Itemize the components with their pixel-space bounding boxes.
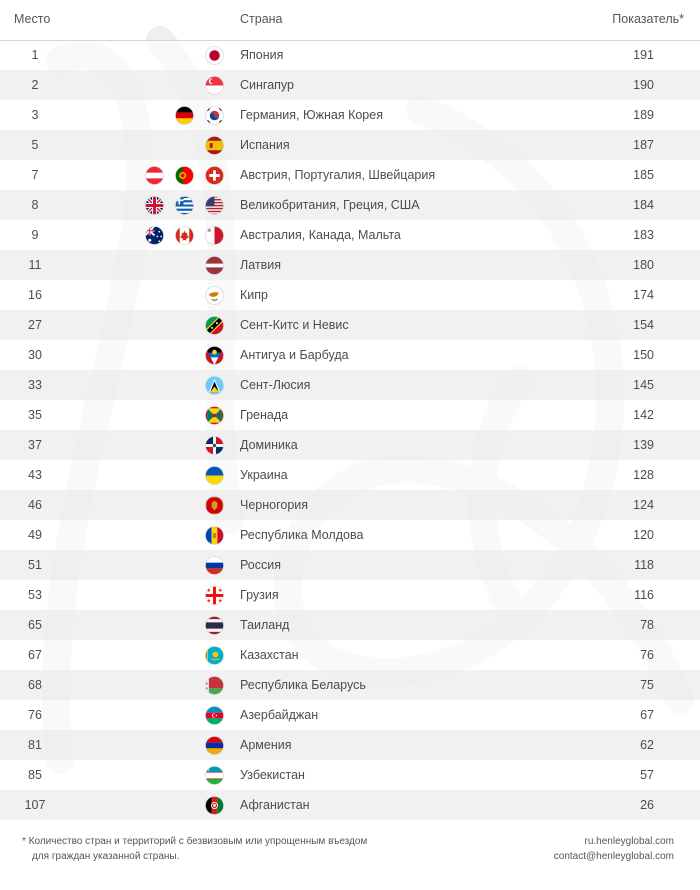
score-cell: 145 <box>633 378 654 392</box>
footnote-line-2: для граждан указанной страны. <box>32 851 180 862</box>
rank-cell: 46 <box>28 498 42 512</box>
flag-moldova-icon <box>205 526 224 545</box>
flags-cell <box>205 796 224 815</box>
rank-cell: 7 <box>31 168 39 182</box>
score-cell: 26 <box>640 798 654 812</box>
contacts <box>554 834 674 864</box>
flags-cell <box>205 466 224 485</box>
table-row <box>0 790 700 820</box>
flag-azerbaijan-icon <box>205 706 224 725</box>
flag-singapore-icon <box>205 76 224 95</box>
table-row <box>0 340 700 370</box>
table-row <box>0 310 700 340</box>
country-cell: Азербайджан <box>240 708 319 722</box>
country-cell: Казахстан <box>240 648 299 662</box>
rank-cell: 81 <box>28 738 42 752</box>
flags-cell <box>205 136 224 155</box>
flags-cell <box>205 646 224 665</box>
flag-malta-icon <box>205 226 224 245</box>
flag-usa-icon <box>205 196 224 215</box>
flags-cell <box>145 166 224 185</box>
score-cell: 187 <box>633 138 654 152</box>
flag-portugal-icon <box>175 166 194 185</box>
country-cell: Республика Беларусь <box>240 678 366 692</box>
header-country: Страна <box>240 12 283 26</box>
score-cell: 67 <box>640 708 654 722</box>
table-row <box>0 100 700 130</box>
rank-cell: 107 <box>24 798 46 812</box>
flag-germany-icon <box>175 106 194 125</box>
flag-armenia-icon <box>205 736 224 755</box>
flag-afghanistan-icon <box>205 796 224 815</box>
flag-thailand-icon <box>205 616 224 635</box>
flag-russia-icon <box>205 556 224 575</box>
flag-switzerland-icon <box>205 166 224 185</box>
score-cell: 174 <box>633 288 654 302</box>
flags-cell <box>145 226 224 245</box>
score-cell: 118 <box>634 558 654 572</box>
flags-cell <box>205 706 224 725</box>
score-cell: 189 <box>633 108 654 122</box>
table-row <box>0 250 700 280</box>
country-cell: Афганистан <box>240 798 310 812</box>
table-row <box>0 280 700 310</box>
table-row <box>0 430 700 460</box>
country-cell: Сингапур <box>240 78 294 92</box>
flag-georgia-icon <box>205 586 224 605</box>
rank-cell: 9 <box>31 228 39 242</box>
rank-cell: 76 <box>28 708 42 722</box>
rank-cell: 16 <box>28 288 42 302</box>
flag-latvia-icon <box>205 256 224 275</box>
footnote-line-1: * Количество стран и территорий с безвизовым или упрощенным въездом <box>22 836 368 847</box>
flag-cyprus-icon <box>205 286 224 305</box>
country-cell: Гренада <box>240 408 289 422</box>
score-cell: 154 <box>633 318 654 332</box>
flags-cell <box>205 526 224 545</box>
country-cell: Сент-Люсия <box>240 378 311 392</box>
flags-cell <box>205 316 224 335</box>
flags-cell <box>145 196 224 215</box>
rank-cell: 85 <box>28 768 42 782</box>
rank-cell: 35 <box>28 408 42 422</box>
flags-cell <box>205 76 224 95</box>
table-row <box>0 40 700 70</box>
flag-uzbekistan-icon <box>205 766 224 785</box>
rank-cell: 27 <box>28 318 42 332</box>
score-cell: 78 <box>640 618 654 632</box>
table-row <box>0 190 700 220</box>
table-row <box>0 550 700 580</box>
country-cell: Грузия <box>240 588 279 602</box>
flags-cell <box>205 436 224 455</box>
flag-uk-icon <box>145 196 164 215</box>
flag-saint-lucia-icon <box>205 376 224 395</box>
flag-kazakhstan-icon <box>205 646 224 665</box>
rank-cell: 1 <box>31 48 39 62</box>
flag-south-korea-icon <box>205 106 224 125</box>
flag-canada-icon <box>175 226 194 245</box>
table-row <box>0 370 700 400</box>
table-row <box>0 580 700 610</box>
score-cell: 142 <box>633 408 654 422</box>
table-row <box>0 730 700 760</box>
score-cell: 180 <box>633 258 654 272</box>
flag-belarus-icon <box>205 676 224 695</box>
table-row <box>0 610 700 640</box>
table-row <box>0 130 700 160</box>
table-row <box>0 640 700 670</box>
country-cell: Испания <box>240 138 290 152</box>
score-cell: 120 <box>633 528 654 542</box>
country-cell: Украина <box>240 468 288 482</box>
flag-saint-kitts-nevis-icon <box>205 316 224 335</box>
table-row <box>0 70 700 100</box>
country-cell: Япония <box>240 48 284 62</box>
score-cell: 191 <box>633 48 654 62</box>
score-cell: 75 <box>640 678 654 692</box>
rank-cell: 2 <box>31 78 39 92</box>
country-cell: Черногория <box>240 498 309 512</box>
score-cell: 124 <box>633 498 654 512</box>
flags-cell <box>205 676 224 695</box>
country-cell: Великобритания, Греция, США <box>240 198 420 212</box>
score-cell: 139 <box>633 438 654 452</box>
table-row <box>0 460 700 490</box>
score-cell: 76 <box>640 648 654 662</box>
rank-cell: 43 <box>28 468 42 482</box>
header-score: Показатель* <box>612 12 684 26</box>
table-header <box>0 0 700 41</box>
rank-cell: 68 <box>28 678 42 692</box>
score-cell: 62 <box>640 738 654 752</box>
table-row <box>0 670 700 700</box>
flag-austria-icon <box>145 166 164 185</box>
flags-cell <box>205 586 224 605</box>
score-cell: 116 <box>634 588 654 602</box>
country-cell: Республика Молдова <box>240 528 364 542</box>
flag-japan-icon <box>205 46 224 65</box>
country-cell: Таиланд <box>240 618 290 632</box>
rank-cell: 11 <box>28 258 42 272</box>
flags-cell <box>205 286 224 305</box>
flag-spain-icon <box>205 136 224 155</box>
website-link[interactable]: ru.henleyglobal.com <box>584 836 674 847</box>
country-cell: Германия, Южная Корея <box>240 108 383 122</box>
flags-cell <box>205 736 224 755</box>
score-cell: 57 <box>640 768 654 782</box>
rank-cell: 67 <box>28 648 42 662</box>
table-row <box>0 220 700 250</box>
rank-cell: 5 <box>31 138 39 152</box>
country-cell: Антигуа и Барбуда <box>240 348 349 362</box>
score-cell: 128 <box>633 468 654 482</box>
rank-cell: 30 <box>28 348 42 362</box>
rank-cell: 51 <box>28 558 42 572</box>
flag-antigua-barbuda-icon <box>205 346 224 365</box>
table-row <box>0 400 700 430</box>
country-cell: Узбекистан <box>240 768 305 782</box>
flag-ukraine-icon <box>205 466 224 485</box>
country-cell: Австралия, Канада, Мальта <box>240 228 401 242</box>
rank-cell: 37 <box>28 438 42 452</box>
flags-cell <box>205 616 224 635</box>
flags-cell <box>205 556 224 575</box>
rank-cell: 65 <box>28 618 42 632</box>
flags-cell <box>205 376 224 395</box>
flags-cell <box>205 46 224 65</box>
country-cell: Австрия, Португалия, Швейцария <box>240 168 436 182</box>
flags-cell <box>205 256 224 275</box>
score-cell: 190 <box>633 78 654 92</box>
rank-cell: 53 <box>28 588 42 602</box>
score-cell: 185 <box>633 168 654 182</box>
header-rank: Место <box>14 12 51 26</box>
flags-cell <box>205 496 224 515</box>
flag-grenada-icon <box>205 406 224 425</box>
rank-cell: 8 <box>31 198 39 212</box>
country-cell: Доминика <box>240 438 298 452</box>
rank-cell: 49 <box>28 528 42 542</box>
email-link[interactable]: contact@henleyglobal.com <box>553 851 674 862</box>
flags-cell <box>205 406 224 425</box>
rank-cell: 3 <box>31 108 39 122</box>
country-cell: Армения <box>240 738 292 752</box>
country-cell: Латвия <box>240 258 281 272</box>
score-cell: 183 <box>633 228 654 242</box>
country-cell: Сент-Китс и Невис <box>240 318 349 332</box>
score-cell: 184 <box>633 198 654 212</box>
flag-greece-icon <box>175 196 194 215</box>
ranking-table <box>0 40 700 820</box>
flags-cell <box>205 766 224 785</box>
table-row <box>0 520 700 550</box>
flag-australia-icon <box>145 226 164 245</box>
flag-dominica-icon <box>205 436 224 455</box>
table-row <box>0 160 700 190</box>
footnote <box>22 834 367 864</box>
table-row <box>0 490 700 520</box>
table-row <box>0 700 700 730</box>
country-cell: Россия <box>240 558 281 572</box>
flags-cell <box>175 106 224 125</box>
country-cell: Кипр <box>240 288 268 302</box>
rank-cell: 33 <box>28 378 42 392</box>
score-cell: 150 <box>633 348 654 362</box>
table-row <box>0 760 700 790</box>
flag-montenegro-icon <box>205 496 224 515</box>
flags-cell <box>205 346 224 365</box>
